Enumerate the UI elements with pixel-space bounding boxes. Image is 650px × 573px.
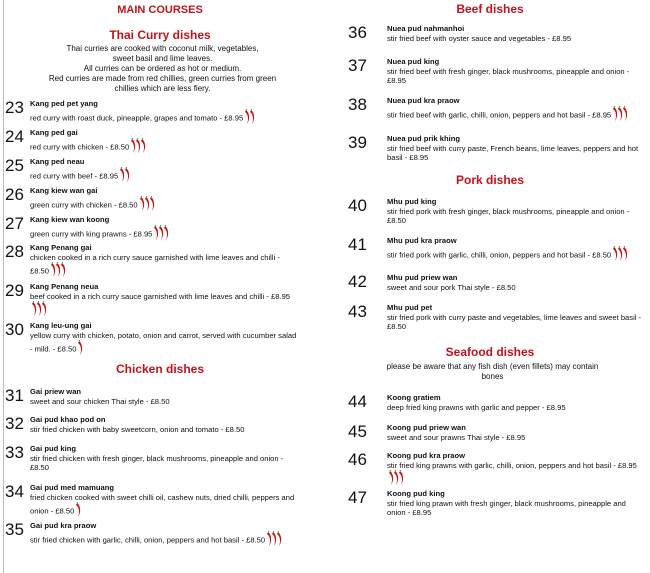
item-number: 33 <box>5 443 24 462</box>
main-courses-title: MAIN COURSES <box>117 4 203 16</box>
item-description: stir fried king prawns with garlic, chilli, onion, peppers and hot basil - £8.95 <box>387 460 637 470</box>
item-description: stir fried king prawn with fresh ginger, black mushrooms, pineapple and onion - £8.95 <box>387 498 626 518</box>
item-number: 43 <box>348 302 367 321</box>
chilli-icon <box>268 531 283 550</box>
pork-heading: Pork dishes <box>455 173 525 187</box>
item-name: Gai pud khao pod on <box>30 415 106 424</box>
item-description: stir fried pork with curry paste and vegetables, lime leaves and sweet basil - £8.50 <box>387 312 642 332</box>
item-description: red curry with roast duck, pineapple, grapes and tomato - £8.95 <box>30 112 244 122</box>
item-name: Kang ped neau <box>30 157 85 166</box>
item-number: 37 <box>348 56 367 75</box>
item-name: Nuea pud prik khing <box>387 134 460 143</box>
item-name: Mhu pud kra praow <box>387 236 457 245</box>
item-description: yellow curry with chicken, potato, onion and carrot, served with cucumber salad - mild. - £8.50 <box>30 330 297 354</box>
beef-heading: Beef dishes <box>456 2 524 16</box>
item-name: Kang Penang neua <box>30 282 99 291</box>
item-description: red curry with chicken - £8.50 <box>30 141 130 151</box>
item-description: fried chicken cooked with sweet chilli oil, cashew nuts, dried chilli, peppers and onion - £8.50 <box>30 492 295 516</box>
desc-line: Thai curries are cooked with coconut milk, vegetables, <box>66 44 259 53</box>
item-number: 40 <box>348 196 367 215</box>
note-line: please be aware that any fish dish (even fillets) may contain <box>386 362 599 371</box>
item-number: 46 <box>348 450 367 469</box>
item-number: 34 <box>5 482 24 501</box>
item-number: 47 <box>348 488 367 507</box>
item-number: 36 <box>348 23 367 42</box>
chilli-icon <box>79 340 84 359</box>
item-name: Koong pud priew wan <box>387 423 466 432</box>
chilli-icon <box>155 225 170 244</box>
item-number: 27 <box>5 214 24 233</box>
item-description: sweet and sour chicken Thai style - £8.50 <box>30 396 170 406</box>
item-name: Gai priew wan <box>30 387 82 396</box>
item-description: sweet and sour pork Thai style - £8.50 <box>387 282 516 292</box>
chilli-icon <box>121 167 131 186</box>
item-description: stir fried beef with oyster sauce and vegetables - £8.95 <box>387 33 572 43</box>
item-name: Mhu pud priew wan <box>387 273 458 282</box>
chilli-icon <box>141 196 156 215</box>
seafood-note <box>385 362 600 382</box>
item-name: Nuea pud nahmanhoi <box>387 24 465 33</box>
item-number: 24 <box>5 127 24 146</box>
item-number: 26 <box>5 185 24 204</box>
item-number: 29 <box>5 281 24 300</box>
item-name: Mhu pud king <box>387 197 437 206</box>
item-name: Gai pud kra praow <box>30 521 97 530</box>
item-description: green curry with chicken - £8.50 <box>30 199 138 209</box>
item-description: chicken cooked in a rich curry sauce garnished with lime leaves and chilli - £8.50 <box>30 252 280 276</box>
thai-curry-description <box>20 44 305 94</box>
item-description: stir fried pork with garlic, chilli, onion, peppers and hot basil - £8.50 <box>387 249 612 259</box>
item-description: stir fried chicken with baby sweetcorn, onion and tomato - £8.50 <box>30 424 245 434</box>
chilli-icon <box>52 262 67 281</box>
item-description: beef cooked in a rich curry sauce garnished with lime leaves and chilli - £8.95 <box>30 291 291 301</box>
item-description: stir fried chicken with fresh ginger, black mushrooms, pineapple and onion - £8.50 <box>30 453 284 473</box>
item-number: 25 <box>5 156 24 175</box>
item-number: 38 <box>348 95 367 114</box>
item-number: 31 <box>5 386 24 405</box>
desc-line: sweet basil and lime leaves. <box>112 54 213 63</box>
item-name: Kang Penang gai <box>30 243 92 252</box>
chilli-icon <box>246 109 256 128</box>
item-description: stir fried beef with garlic, chilli, onion, peppers and hot basil - £8.95 <box>387 109 612 119</box>
item-number: 42 <box>348 272 367 291</box>
item-description: stir fried pork with fresh ginger, black mushrooms, pineapple and onion - £8.50 <box>387 206 630 226</box>
item-name: Nuea pud kra praow <box>387 96 460 105</box>
item-name: Nuea pud king <box>387 57 440 66</box>
item-number: 41 <box>348 235 367 254</box>
item-name: Gai pud king <box>30 444 76 453</box>
item-number: 23 <box>5 98 24 117</box>
item-description: stir fried beef with curry paste, French beans, lime leaves, peppers and hot basil - £8.95 <box>387 143 639 163</box>
item-description: deep fried king prawns with garlic and pepper - £8.95 <box>387 402 566 412</box>
chicken-heading: Chicken dishes <box>115 362 205 376</box>
desc-line: Red curries are made from red chillies, green curries from green <box>48 74 277 83</box>
thai-curry-heading: Thai Curry dishes <box>109 28 211 42</box>
desc-line: All curries can be ordered as hot or medium. <box>83 64 242 73</box>
item-name: Kang kiew wan koong <box>30 215 110 224</box>
seafood-heading: Seafood dishes <box>445 345 535 359</box>
chilli-icon <box>33 301 48 320</box>
item-name: Koong gratiem <box>387 393 441 402</box>
desc-line: chillies which are less fiery. <box>114 84 211 93</box>
item-name: Kang kiew wan gai <box>30 186 98 195</box>
chilli-icon <box>77 502 82 521</box>
chilli-icon <box>614 246 629 265</box>
item-description: sweet and sour prawns Thai style - £8.95 <box>387 432 526 442</box>
item-name: Kang leu-ung gai <box>30 321 92 330</box>
item-description: stir fried beef with fresh ginger, black mushrooms, pineapple and onion - £8.95 <box>387 66 630 86</box>
item-number: 39 <box>348 133 367 152</box>
item-name: Koong pud king <box>387 489 445 498</box>
item-number: 44 <box>348 392 367 411</box>
item-number: 28 <box>5 242 24 261</box>
item-description: green curry with king prawns - £8.95 <box>30 228 153 238</box>
chilli-icon <box>132 138 147 157</box>
note-line: bones <box>481 372 504 381</box>
chilli-icon <box>390 470 405 489</box>
item-number: 32 <box>5 414 24 433</box>
item-name: Kang ped pet yang <box>30 99 98 108</box>
item-name: Gai pud med mamuang <box>30 483 114 492</box>
item-number: 30 <box>5 320 24 339</box>
item-number: 35 <box>5 520 24 539</box>
item-name: Koong pud kra praow <box>387 451 466 460</box>
page-border <box>3 0 4 573</box>
chilli-icon <box>614 106 629 125</box>
item-description: stir fried chicken with garlic, chilli, onion, peppers and hot basil - £8.50 <box>30 534 266 544</box>
item-name: Kang ped gai <box>30 128 78 137</box>
item-description: red curry with beef - £8.95 <box>30 170 119 180</box>
item-name: Mhu pud pet <box>387 303 433 312</box>
item-number: 45 <box>348 422 367 441</box>
